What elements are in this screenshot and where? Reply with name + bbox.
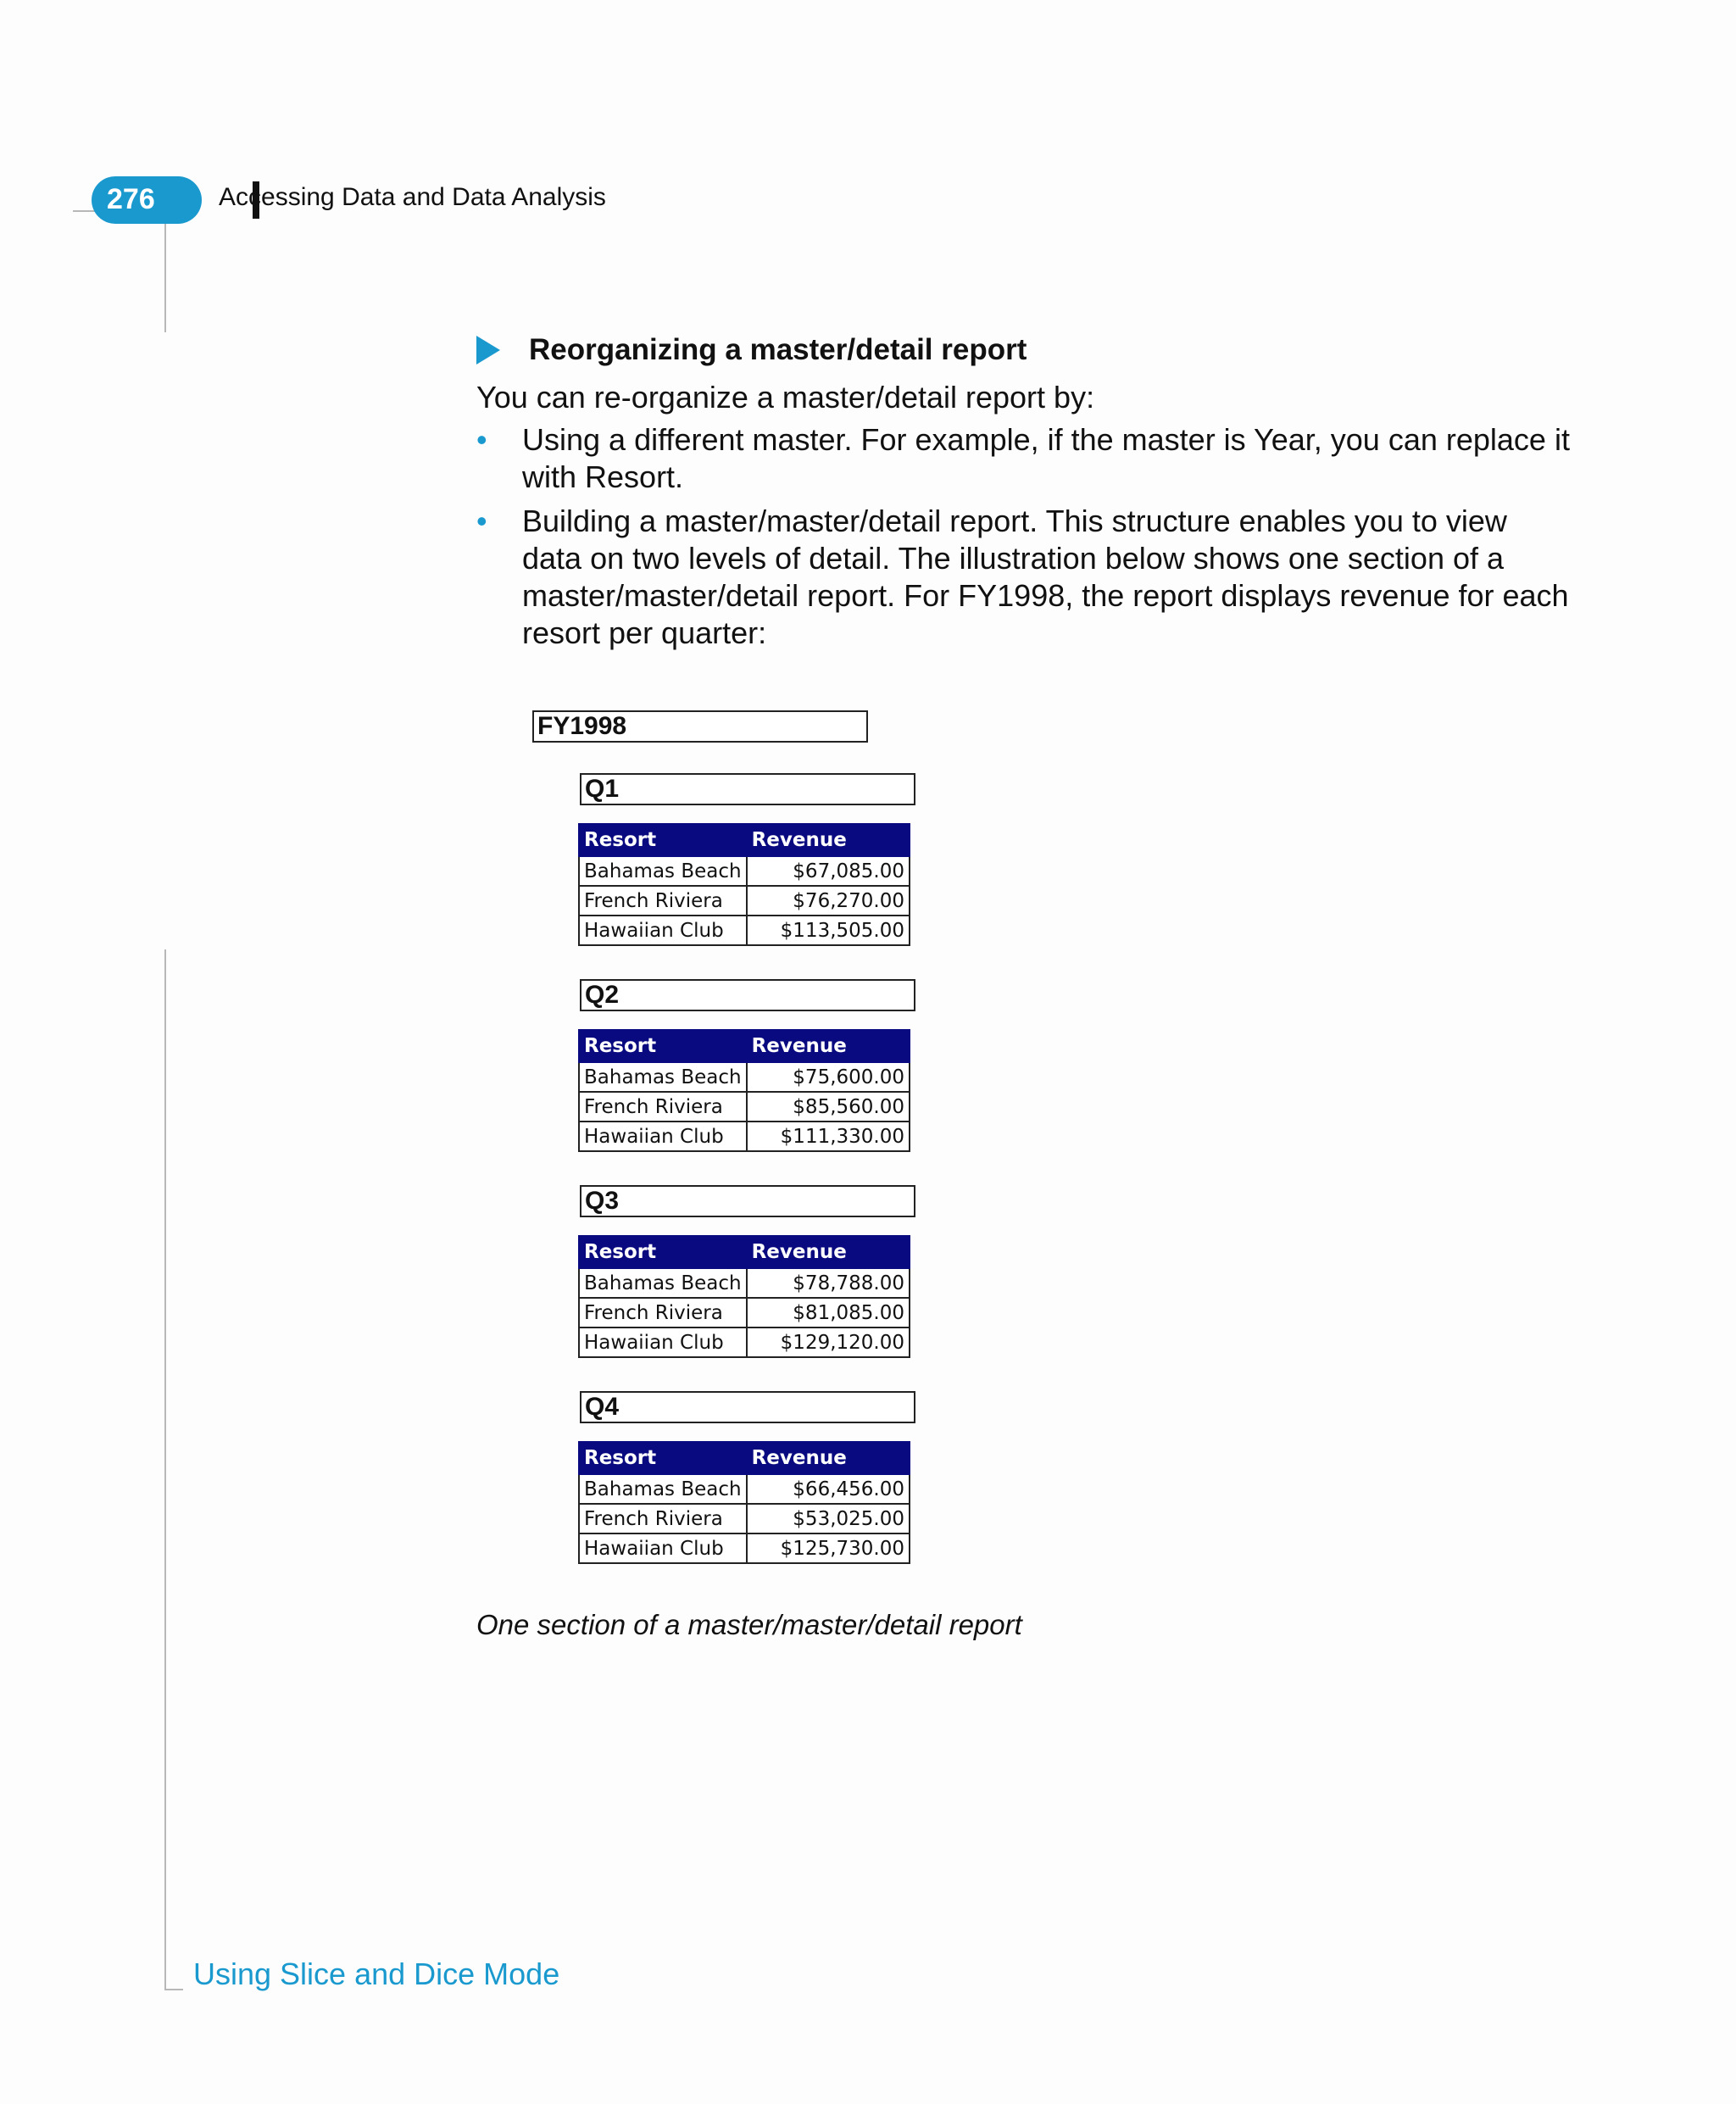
column-header-revenue: Revenue: [747, 1236, 910, 1268]
resort-cell: Bahamas Beach: [579, 1268, 747, 1298]
revenue-table-q1: [578, 823, 910, 946]
revenue-cell: $111,330.00: [747, 1122, 910, 1151]
revenue-cell: $76,270.00: [747, 886, 910, 916]
table-row: [579, 1268, 910, 1298]
figure-caption: One section of a master/master/detail report: [476, 1609, 1022, 1640]
resort-cell: Bahamas Beach: [579, 1474, 747, 1504]
table-row: [579, 1328, 910, 1357]
page-number: 276: [107, 183, 155, 215]
list-item: [476, 421, 1570, 496]
running-head: Accessing Data and Data Analysis: [219, 183, 606, 211]
bullet-text: Using a different master. For example, if the master is Year, you can replace it with Resort.: [522, 422, 1570, 494]
revenue-cell: $81,085.00: [747, 1298, 910, 1328]
triangle-bullet-icon: [476, 336, 500, 365]
resort-cell: French Riviera: [579, 1298, 747, 1328]
table-row: [579, 1298, 910, 1328]
revenue-cell: $85,560.00: [747, 1092, 910, 1122]
column-header-resort: Resort: [579, 1442, 747, 1474]
table-header-row: [579, 1236, 910, 1268]
resort-cell: Hawaiian Club: [579, 1122, 747, 1151]
table-header-row: [579, 1442, 910, 1474]
resort-cell: Hawaiian Club: [579, 916, 747, 945]
resort-cell: Hawaiian Club: [579, 1328, 747, 1357]
revenue-cell: $129,120.00: [747, 1328, 910, 1357]
resort-cell: French Riviera: [579, 1092, 747, 1122]
revenue-cell: $125,730.00: [747, 1533, 910, 1563]
quarter-box-q4: Q4: [580, 1391, 915, 1423]
bullet-dot-icon: •: [476, 504, 487, 538]
table-header-row: [579, 824, 910, 856]
bullet-list: [476, 421, 1570, 659]
resort-cell: Bahamas Beach: [579, 1062, 747, 1092]
footer-chapter-link[interactable]: Using Slice and Dice Mode: [193, 1956, 560, 1991]
revenue-table-q3: [578, 1235, 910, 1358]
quarter-box-q3: Q3: [580, 1185, 915, 1217]
revenue-cell: $66,456.00: [747, 1474, 910, 1504]
table-row: [579, 1122, 910, 1151]
table-row: [579, 1062, 910, 1092]
section-heading: Reorganizing a master/detail report: [529, 333, 1027, 366]
footer-rule: [164, 1989, 183, 1990]
table-row: [579, 856, 910, 886]
quarter-box-q1: Q1: [580, 773, 915, 805]
column-header-revenue: Revenue: [747, 1442, 910, 1474]
list-item: [476, 503, 1570, 652]
revenue-cell: $113,505.00: [747, 916, 910, 945]
table-row: [579, 886, 910, 916]
revenue-cell: $75,600.00: [747, 1062, 910, 1092]
column-header-revenue: Revenue: [747, 1030, 910, 1062]
column-header-resort: Resort: [579, 1236, 747, 1268]
revenue-cell: $53,025.00: [747, 1504, 910, 1533]
column-header-revenue: Revenue: [747, 824, 910, 856]
table-row: [579, 1092, 910, 1122]
year-master-box: FY1998: [532, 710, 868, 743]
revenue-table-q2: [578, 1029, 910, 1152]
table-row: [579, 1533, 910, 1563]
revenue-cell: $67,085.00: [747, 856, 910, 886]
revenue-cell: $78,788.00: [747, 1268, 910, 1298]
resort-cell: Bahamas Beach: [579, 856, 747, 886]
revenue-table-q4: [578, 1441, 910, 1564]
resort-cell: Hawaiian Club: [579, 1533, 747, 1563]
table-row: [579, 1474, 910, 1504]
table-header-row: [579, 1030, 910, 1062]
table-row: [579, 1504, 910, 1533]
header-rule: [73, 210, 97, 212]
bullet-text: Building a master/master/detail report. This structure enables you to view data on two levels of detail. The illustration below shows one section of a master/master/detail report. For FY1998, the report displays revenue for each resort per quarter:: [522, 504, 1569, 650]
quarter-box-q2: Q2: [580, 979, 915, 1011]
bullet-dot-icon: •: [476, 422, 487, 457]
resort-cell: French Riviera: [579, 886, 747, 916]
resort-cell: French Riviera: [579, 1504, 747, 1533]
intro-paragraph: You can re-organize a master/detail report by:: [476, 380, 1095, 415]
margin-rule-bottom: [164, 949, 166, 1990]
page-number-badge: [92, 176, 202, 224]
section-heading-row: [476, 329, 1027, 371]
table-row: [579, 916, 910, 945]
column-header-resort: Resort: [579, 1030, 747, 1062]
column-header-resort: Resort: [579, 824, 747, 856]
